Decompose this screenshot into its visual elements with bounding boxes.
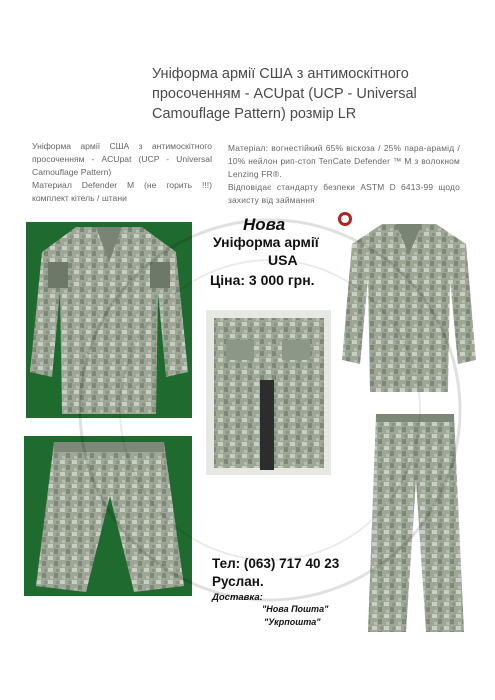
shipping-label: Доставка:	[212, 592, 263, 603]
page-title: Уніформа армії США з антимоскітного просоченням - ACUpat (UCP - Universal Camouflage Pattern) розмір LR	[152, 66, 417, 122]
description-right	[228, 142, 460, 207]
ad-subtitle-line2: USA	[268, 252, 298, 268]
description-left	[32, 140, 212, 205]
model-trousers-photo	[360, 410, 470, 638]
ad-headline: Нова	[243, 215, 286, 234]
contact-phone[interactable]: Тел: (063) 717 40 23	[212, 556, 340, 571]
description-right-line1: Матеріал: вогнестійкий 65% віскоза / 25% пара-арамід / 10% нейлон рип-стоп TenCate Defender ™ M з волокном Lenzing FR®.	[228, 143, 460, 179]
folded-jacket-photo	[206, 310, 331, 475]
description-left-line1: Уніформа армії США з антимоскітного просоченням - ACUpat (UCP - Universal Camouflage Pattern)	[32, 141, 212, 177]
carrier-nova-poshta: "Нова Пошта"	[262, 604, 329, 614]
description-right-line2: Відповідає стандарту безпеки ASTM D 6413-99 щодо захисту від займання	[228, 182, 460, 205]
folded-jacket-illustration	[206, 310, 331, 475]
logo-icon	[338, 212, 352, 226]
jacket-photo	[26, 222, 192, 418]
description-left-line2: Материал Defender M (не горить !!!) комплект кітель / штани	[32, 180, 212, 203]
ad-subtitle-line1: Уніформа армії	[213, 234, 319, 250]
jacket-illustration	[26, 222, 192, 418]
ad-price: Ціна: 3 000 грн.	[210, 272, 315, 288]
carrier-ukrposhta: "Укрпошта"	[264, 617, 321, 627]
model-jacket-photo	[340, 220, 478, 396]
trousers-illustration	[24, 436, 192, 596]
model-jacket-illustration	[340, 220, 478, 396]
trousers-photo	[24, 436, 192, 596]
contact-name: Руслан.	[212, 574, 264, 589]
model-trousers-illustration	[360, 410, 470, 638]
